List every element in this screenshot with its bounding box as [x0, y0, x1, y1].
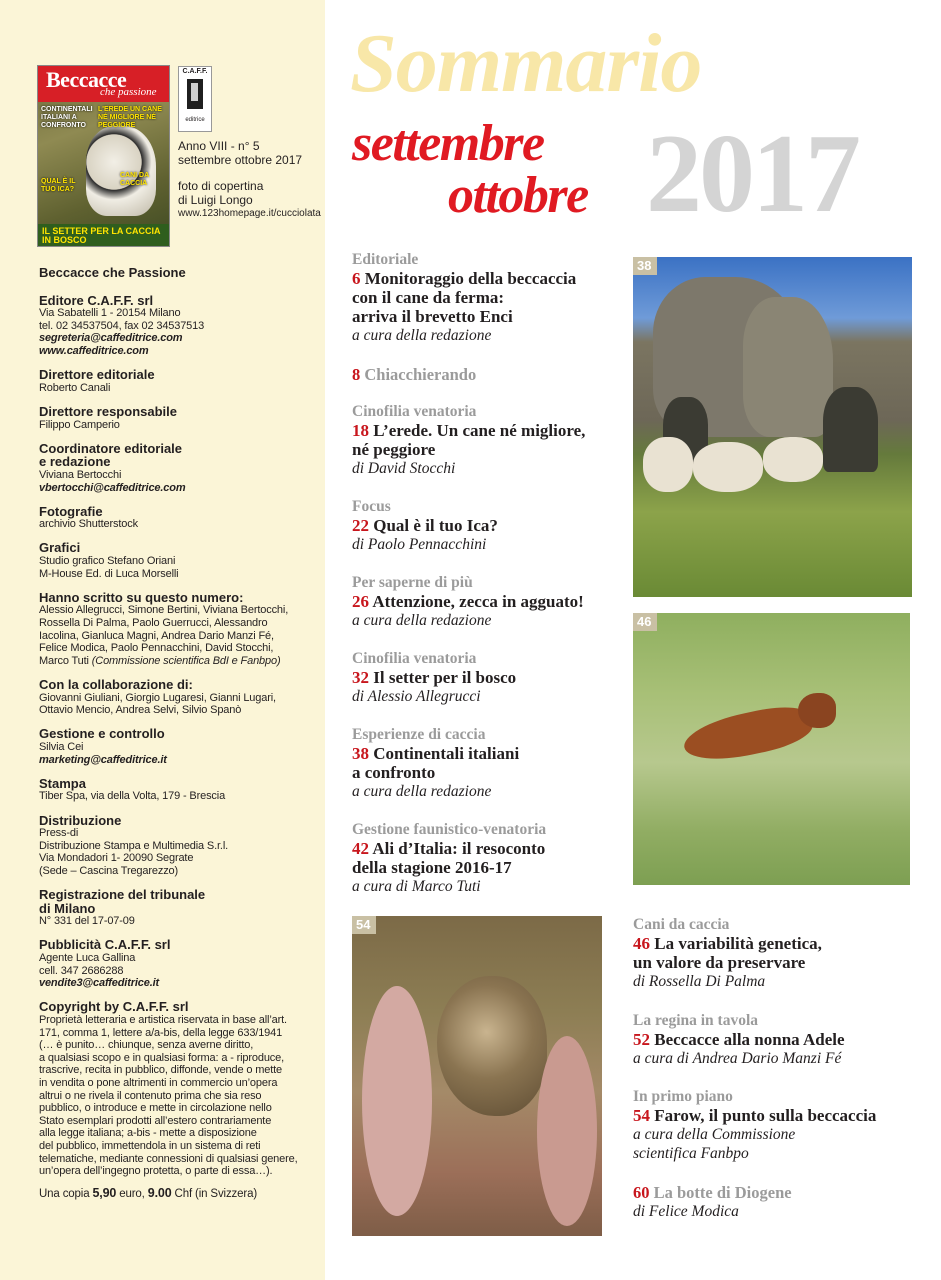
printing-text: Tiber Spa, via della Volta, 179 - Brescia	[39, 790, 226, 803]
toc-entry[interactable]	[352, 650, 516, 706]
issue-year: 2017	[646, 112, 858, 236]
registration-heading: Registrazione del tribunale	[39, 887, 206, 903]
page-title: Sommario	[350, 17, 702, 110]
copyright-line: del pubblico, immettendola in un sistema di reti	[39, 1139, 261, 1152]
toc-title-text: La variabilità genetica,	[654, 934, 822, 953]
publisher-logo	[178, 66, 212, 132]
coffee-cup-icon	[187, 79, 203, 109]
toc-page-number: 8	[352, 365, 361, 384]
price-mid: euro,	[116, 1187, 148, 1200]
toc-author: a cura della Commissione	[633, 1126, 796, 1143]
photo-page-badge: 46	[633, 613, 657, 631]
toc-page-number: 22	[352, 516, 369, 535]
toc-title-line: né peggiore	[352, 440, 436, 459]
advertising-line: cell. 347 2686288	[39, 964, 124, 977]
magazine-cover-thumbnail	[37, 65, 170, 247]
toc-page-number: 60	[633, 1183, 650, 1202]
rock-image	[743, 297, 833, 437]
cover-bottom-band	[38, 224, 169, 246]
toc-title-text: Beccacce alla nonna Adele	[654, 1030, 845, 1049]
advertising-heading: Pubblicità C.A.F.F. srl	[39, 937, 171, 953]
cover-callout: CONTINENTALI ITALIANI A CONFRONTO	[41, 106, 93, 129]
copyright-line: Proprietà letteraria e artistica riservata in base all’art.	[39, 1014, 287, 1027]
toc-entry[interactable]	[633, 1088, 876, 1163]
issue-date: settembre ottobre 2017	[178, 153, 303, 167]
coordinator-name: Viviana Bertocchi	[39, 468, 122, 481]
copyright-line: altrui o ne rivela il contenuto prima che sia reso	[39, 1089, 262, 1102]
toc-author-line: scientifica Fanbpo	[633, 1145, 749, 1162]
writers-line: Rossella Di Palma, Paolo Guerrucci, Alessandro	[39, 617, 268, 630]
toc-title-text: Farow, il punto sulla beccaccia	[654, 1106, 877, 1125]
toc-title-line: un valore da preservare	[633, 953, 806, 972]
copyright-line: pubblico, o introduce e mette in circolazione nello	[39, 1102, 272, 1115]
editorial-director-name: Roberto Canali	[39, 381, 111, 394]
cover-masthead-subtitle: che passione	[100, 86, 157, 98]
price-line	[39, 1187, 324, 1201]
toc-title-line: con il cane da ferma:	[352, 288, 505, 307]
publisher-email-link[interactable]: segreteria@caffeditrice.com	[39, 332, 183, 345]
price-eur: 5,90	[92, 1185, 117, 1200]
graphics-heading: Grafici	[39, 540, 81, 556]
toc-page-number: 32	[352, 668, 369, 687]
toc-title-line: della stagione 2016-17	[352, 858, 512, 877]
coordinator-heading: Coordinatore editoriale	[39, 440, 183, 456]
management-name: Silvia Cei	[39, 740, 84, 753]
toc-section: Focus	[352, 498, 391, 515]
photos-heading: Fotografie	[39, 503, 103, 519]
photo-hunters-with-dogs	[633, 257, 912, 597]
publisher-website-link[interactable]: www.caffeditrice.com	[39, 344, 149, 357]
distribution-line: (Sede – Cascina Tregarezzo)	[39, 864, 179, 877]
toc-page-number: 42	[352, 839, 369, 858]
toc-title	[352, 839, 546, 858]
graphics-line: M-House Ed. di Luca Morselli	[39, 567, 179, 580]
toc-section: Per saperne di più	[352, 574, 473, 591]
copyright-heading: Copyright by C.A.F.F. srl	[39, 999, 189, 1015]
photo-woodcock	[352, 916, 602, 1236]
toc-entry[interactable]	[352, 574, 584, 630]
hunter-figure	[823, 387, 878, 472]
toc-section: Cinofilia venatoria	[352, 403, 477, 420]
dog-figure	[763, 437, 823, 482]
toc-entry[interactable]	[633, 916, 822, 991]
writers-line: Alessio Allegrucci, Simone Bertini, Viviana Bertocchi,	[39, 604, 289, 617]
toc-entry[interactable]	[633, 1183, 792, 1221]
cover-callout: QUAL È IL TUO ICA?	[41, 178, 76, 193]
photos-source: archivio Shutterstock	[39, 518, 138, 531]
toc-title-line: a confronto	[352, 763, 436, 782]
cover-masthead	[38, 66, 169, 102]
toc-title	[352, 668, 516, 687]
cover-photo-url: www.123homepage.it/cucciolata	[178, 208, 321, 219]
toc-title-text: L’erede. Un cane né migliore,	[373, 421, 586, 440]
toc-section: Cinofilia venatoria	[352, 650, 477, 667]
coordinator-heading-2: e redazione	[39, 454, 111, 470]
toc-section: Editoriale	[352, 251, 419, 268]
toc-entry[interactable]	[352, 251, 576, 345]
toc-entry[interactable]	[352, 498, 498, 554]
toc-section: Cani da caccia	[633, 916, 730, 933]
toc-title-text: Il setter per il bosco	[373, 668, 517, 687]
toc-title	[633, 1183, 792, 1202]
toc-title-text: Continentali italiani	[373, 744, 520, 763]
cover-dog-image	[86, 126, 156, 216]
collaboration-heading: Con la collaborazione di:	[39, 677, 193, 692]
writers-name: Marco Tuti	[39, 654, 92, 667]
responsible-director-heading: Direttore responsabile	[39, 403, 177, 419]
issue-month-1: settembre	[352, 115, 544, 172]
toc-author: a cura di Marco Tuti	[352, 878, 481, 895]
cover-band-text: IL SETTER PER LA CACCIA IN BOSCO	[42, 226, 161, 245]
copyright-line: a qualsiasi scopo e in qualsiasi forma: a - riproduce,	[39, 1051, 285, 1064]
toc-title	[352, 516, 498, 535]
graphics-line: Studio grafico Stefano Oriani	[39, 555, 176, 568]
toc-page-number: 54	[633, 1106, 650, 1125]
dog-figure	[643, 437, 693, 492]
toc-page-number: 26	[352, 592, 369, 611]
toc-author: di Paolo Pennacchini	[352, 536, 487, 553]
cover-masthead-title: Beccacce	[46, 67, 127, 92]
advertising-email-link[interactable]: vendite3@caffeditrice.it	[39, 977, 160, 990]
toc-entry[interactable]	[352, 726, 519, 801]
toc-title	[352, 365, 476, 384]
writers-line: Felice Modica, Paolo Pennacchini, David Stocchi,	[39, 642, 274, 655]
dog-figure	[693, 442, 763, 492]
logo-top-text: C.A.F.F.	[182, 68, 208, 75]
toc-title-text: Ali d’Italia: il resoconto	[372, 839, 546, 858]
coordinator-email-link[interactable]: vbertocchi@caffeditrice.com	[39, 481, 186, 494]
cover-callout: CANI DA CACCIA	[120, 172, 149, 187]
toc-author: di David Stocchi	[352, 460, 456, 477]
toc-title	[633, 934, 822, 953]
toc-page-number: 6	[352, 269, 361, 288]
toc-author: a cura di Andrea Dario Manzi Fé	[633, 1050, 842, 1067]
toc-author: di Rossella Di Palma	[633, 973, 766, 990]
collaboration-line: Giovanni Giuliani, Giorgio Lugaresi, Gianni Lugari,	[39, 691, 276, 704]
advertising-line: Agente Luca Gallina	[39, 952, 136, 965]
photo-page-badge: 54	[352, 916, 376, 934]
editorial-director-heading: Direttore editoriale	[39, 367, 155, 383]
distribution-line: Press-di	[39, 827, 79, 840]
toc-section: Gestione faunistico-venatoria	[352, 821, 547, 838]
toc-title-line: arriva il brevetto Enci	[352, 307, 513, 326]
toc-title-text: La botte di Diogene	[653, 1183, 792, 1202]
toc-title	[352, 269, 576, 288]
toc-title-text: Chiacchierando	[364, 365, 477, 384]
toc-title	[352, 592, 584, 611]
registration-heading-2: di Milano	[39, 900, 96, 916]
registration-text: N° 331 del 17-07-09	[39, 915, 135, 928]
toc-author: a cura della redazione	[352, 783, 492, 800]
price-chf: 9.00	[147, 1185, 172, 1200]
toc-author: a cura della redazione	[352, 612, 492, 629]
magazine-name: Beccacce che Passione	[39, 265, 186, 280]
collaboration-line: Ottavio Mencio, Andrea Selvi, Silvio Spanò	[39, 704, 242, 717]
writers-affiliation: (Commissione scientifica BdI e Fanbpo)	[91, 654, 281, 667]
toc-section: In primo piano	[633, 1088, 733, 1105]
publisher-phone: tel. 02 34537504, fax 02 34537513	[39, 319, 205, 332]
heather-plant	[537, 1036, 597, 1226]
publisher-heading: Editore C.A.F.F. srl	[39, 292, 154, 308]
colophon	[39, 266, 324, 1200]
cover-photo-author: di Luigi Longo	[178, 193, 253, 207]
toc-author: di Felice Modica	[633, 1203, 739, 1220]
toc-page-number: 38	[352, 744, 369, 763]
toc-title	[633, 1030, 845, 1049]
printing-heading: Stampa	[39, 775, 86, 791]
toc-entry[interactable]	[352, 821, 546, 896]
distribution-heading: Distribuzione	[39, 812, 122, 828]
management-heading: Gestione e controllo	[39, 726, 165, 742]
management-email-link[interactable]: marketing@caffeditrice.it	[39, 753, 167, 766]
toc-author: a cura della redazione	[352, 327, 492, 344]
copyright-line: telematiche, mediante connessioni di qualsiasi genere,	[39, 1152, 298, 1165]
setter-head-figure	[798, 693, 836, 728]
copyright-line: alla legge italiana; a-bis - mette a disposizione	[39, 1127, 257, 1140]
copyright-line: trascrive, recita in pubblico, diffonde, vende o mette	[39, 1064, 283, 1077]
toc-title-text: Monitoraggio della beccaccia	[364, 269, 577, 288]
publisher-address: Via Sabatelli 1 - 20154 Milano	[39, 307, 181, 320]
woodcock-figure	[437, 976, 547, 1116]
toc-author: di Alessio Allegrucci	[352, 688, 481, 705]
toc-page-number: 52	[633, 1030, 650, 1049]
distribution-line: Distribuzione Stampa e Multimedia S.r.l.	[39, 839, 229, 852]
photo-setter-in-grass	[633, 613, 910, 885]
cover-photo-credit: foto di copertina	[178, 179, 264, 193]
photo-page-badge: 38	[633, 257, 657, 275]
heather-plant	[362, 986, 432, 1216]
logo-bottom-text: editrice	[185, 117, 205, 123]
setter-dog-figure	[680, 700, 816, 768]
writers-line	[39, 655, 324, 668]
toc-title-text: Attenzione, zecca in agguato!	[372, 592, 584, 611]
copyright-line: (… è punito… chiunque, senza averne diritto,	[39, 1039, 254, 1052]
toc-section: Esperienze di caccia	[352, 726, 486, 743]
toc-title	[352, 421, 585, 440]
toc-entry[interactable]	[352, 403, 585, 478]
issue-month-2: ottobre	[448, 167, 588, 224]
toc-entry[interactable]	[633, 1012, 845, 1068]
toc-section: La regina in tavola	[633, 1012, 759, 1029]
copyright-line: un’opera dell’ingegno protetta, o parte di essa…).	[39, 1165, 273, 1178]
toc-entry[interactable]	[352, 365, 476, 384]
issue-number: Anno VIII - n° 5	[178, 139, 260, 153]
distribution-line: Via Mondadori 1- 20090 Segrate	[39, 852, 194, 865]
writers-heading: Hanno scritto su questo numero:	[39, 589, 244, 605]
toc-title	[352, 744, 519, 763]
writers-line: Iacolina, Gianluca Magni, Andrea Dario Manzi Fé,	[39, 629, 274, 642]
toc-title	[633, 1106, 876, 1125]
price-suffix: Chf (in Svizzera)	[171, 1187, 258, 1200]
copyright-line: in vendita o pone altrimenti in commercio un’opera	[39, 1077, 278, 1089]
responsible-director-name: Filippo Camperio	[39, 418, 120, 431]
issue-info	[178, 139, 321, 221]
toc-title-text: Qual è il tuo Ica?	[373, 516, 498, 535]
toc-page-number: 46	[633, 934, 650, 953]
copyright-line: 171, comma 1, lettere a/a-bis, della legge 633/1941	[39, 1026, 283, 1039]
price-prefix: Una copia	[39, 1187, 93, 1200]
colophon-sidebar	[0, 0, 325, 1280]
cover-callout: L'EREDE UN CANE NÉ MIGLIORE NÉ PEGGIORE	[98, 106, 162, 129]
toc-page-number: 18	[352, 421, 369, 440]
copyright-line: Stato esemplari prodotti all’estero contrariamente	[39, 1114, 272, 1127]
